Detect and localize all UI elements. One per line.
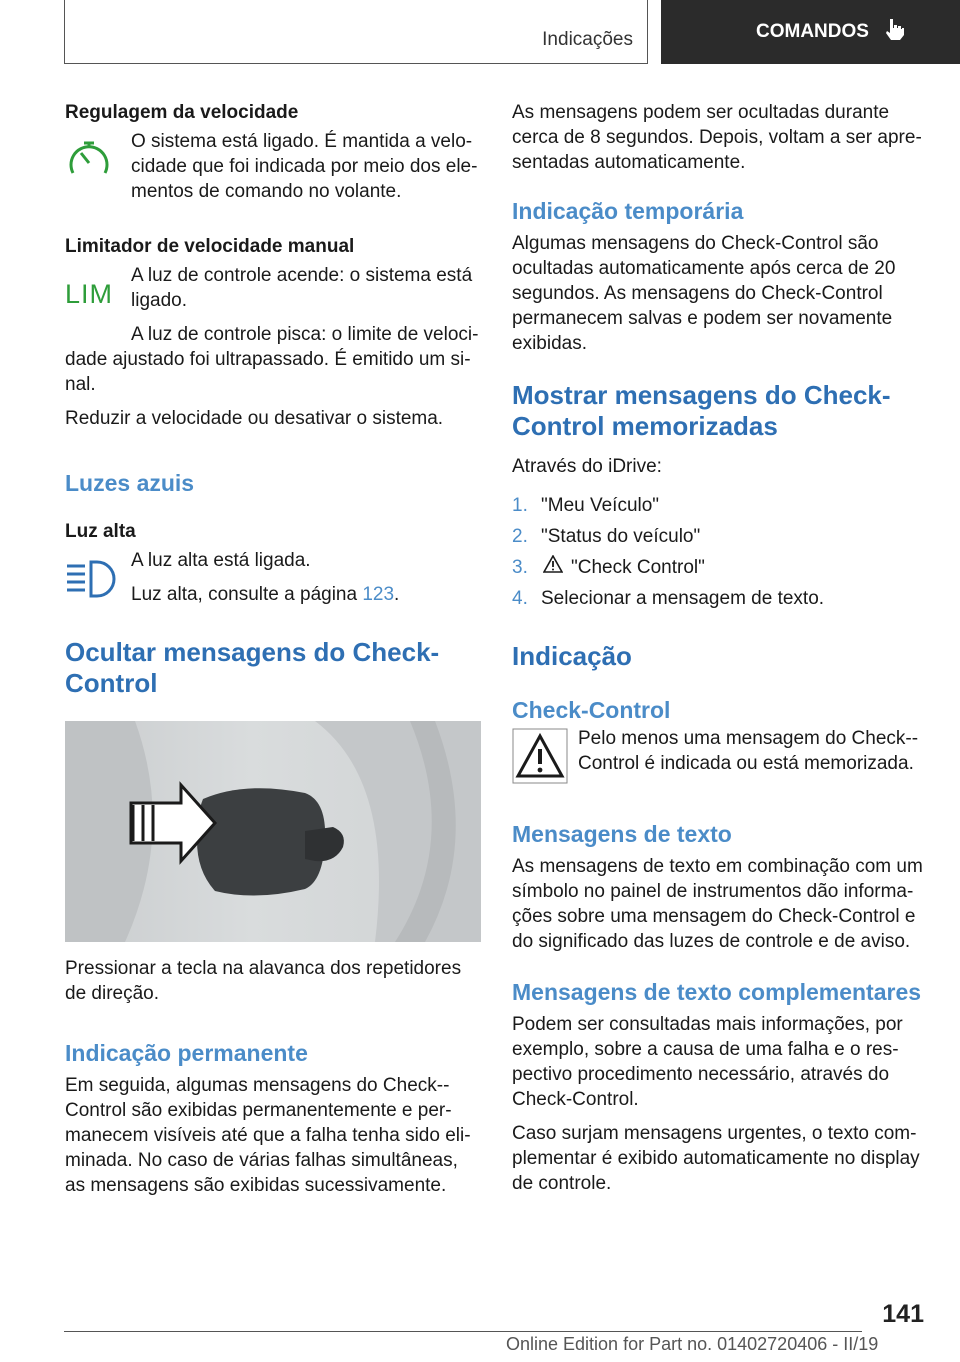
text-messages-heading: Mensagens de texto [512, 821, 732, 847]
list-item [512, 555, 932, 580]
page-reference-link[interactable]: 123 [362, 584, 395, 605]
check-control-warning-icon [512, 728, 568, 789]
right-column [512, 100, 932, 1196]
hide-duration-text: As mensagens podem ser ocultadas durante cerca de 8 segundos. Depois, voltam a ser apre-sentadas automaticamente. [512, 102, 922, 173]
text-messages-text: As mensagens de texto em combinação com um símbolo no painel de instrumentos dão informa-ções sobre uma mensagem do Check-Control e do significado das luzes de controle e de aviso. [512, 856, 923, 952]
speed-limiter-heading: Limitador de velocidade manual [65, 236, 355, 257]
hide-messages-heading: Ocultar mensagens do Check-Control [65, 637, 440, 698]
high-beam-heading: Luz alta [65, 521, 136, 542]
list-item [512, 493, 932, 518]
warning-triangle-icon [543, 555, 563, 580]
speed-regulation-icon [65, 139, 113, 184]
permanent-indication-heading: Indicação permanente [65, 1040, 308, 1066]
high-beam-icon [65, 560, 119, 603]
step-number: 3. [512, 557, 528, 578]
temporary-indication-text: Algumas mensagens do Check-Control são ocultadas automaticamente após cerca de 20 segundos. As mensagens do Check-Control permanecem salvas e podem ser novamente exibidas. [512, 233, 896, 354]
header-section-title: Indicações [542, 29, 633, 50]
step-number: 4. [512, 588, 528, 609]
idrive-steps-list [512, 493, 932, 611]
via-idrive-text: Através do iDrive: [512, 456, 662, 477]
supplementary-text-2: Caso surjam mensagens urgentes, o texto com-plementar é exibido automaticamente no display de controle. [512, 1123, 920, 1194]
hide-messages-text: Pressionar a tecla na alavanca dos repetidores de direção. [65, 958, 462, 1004]
step-text: "Meu Veículo" [541, 495, 660, 516]
high-beam-ref-pre: Luz alta, consulte a página [131, 584, 363, 605]
step-text: "Check Control" [571, 557, 705, 578]
list-item [512, 524, 932, 549]
step-number: 1. [512, 495, 528, 516]
speed-regulation-block [65, 129, 481, 204]
step-number: 2. [512, 526, 528, 547]
footer-divider [64, 1331, 862, 1332]
page-number: 141 [882, 1300, 924, 1328]
left-column [65, 100, 481, 1198]
limiter-text-3: Reduzir a velocidade ou desativar o sistema. [65, 408, 444, 429]
lim-indicator-icon: LIM [65, 279, 114, 309]
list-item [512, 586, 932, 611]
high-beam-text-1: A luz alta está ligada. [131, 550, 311, 571]
show-stored-messages-heading: Mostrar mensagens do Check-Control memorizadas [512, 380, 891, 441]
high-beam-ref-post: . [394, 584, 400, 605]
indication-heading: Indicação [512, 641, 632, 671]
speed-limiter-block [65, 263, 481, 313]
edition-note: Online Edition for Part no. 01402720406 - II/19 [506, 1334, 879, 1354]
header-section-box [64, 0, 648, 64]
header-chapter-title: COMANDOS [756, 21, 869, 42]
turn-signal-lever-illustration [65, 721, 481, 942]
temporary-indication-heading: Indicação temporária [512, 198, 744, 224]
high-beam-text-2 [131, 582, 481, 607]
check-control-heading: Check-Control [512, 697, 671, 723]
supplementary-text-1: Podem ser consultadas mais informações, por exemplo, sobre a causa de uma falha e o res-pectivo procedimento necessário, através do Check-Control. [512, 1014, 903, 1110]
blue-lights-heading: Luzes azuis [65, 470, 195, 496]
limiter-text-1: A luz de controle acende: o sistema está ligado. [131, 265, 473, 311]
check-control-text: Pelo menos uma mensagem do Check--Control é indicada ou está memorizada. [578, 728, 919, 774]
speed-regulation-text: O sistema está ligado. É mantida a velo-cidade que foi indicada por meio dos ele-mentos de comando no volante. [131, 131, 478, 202]
high-beam-block [65, 548, 481, 607]
permanent-indication-text: Em seguida, algumas mensagens do Check--Control são exibidas permanentemente e per-manecem visíveis até que a falha tenha sido eli-minada. No caso de várias falhas simultâneas, as mensagens são exibidas sucessivamente. [65, 1075, 471, 1196]
header-chapter-tab [661, 0, 960, 64]
check-control-block [512, 726, 932, 776]
pointing-hand-icon [883, 17, 905, 47]
step-text: "Status do veículo" [541, 526, 701, 547]
limiter-text-2: A luz de controle pisca: o limite de veloci-dade ajustado foi ultrapassado. É emitido um si-nal. [65, 324, 479, 395]
step-text: Selecionar a mensagem de texto. [541, 588, 825, 609]
supplementary-messages-heading: Mensagens de texto complementares [512, 979, 922, 1005]
speed-regulation-heading: Regulagem da velocidade [65, 102, 299, 123]
